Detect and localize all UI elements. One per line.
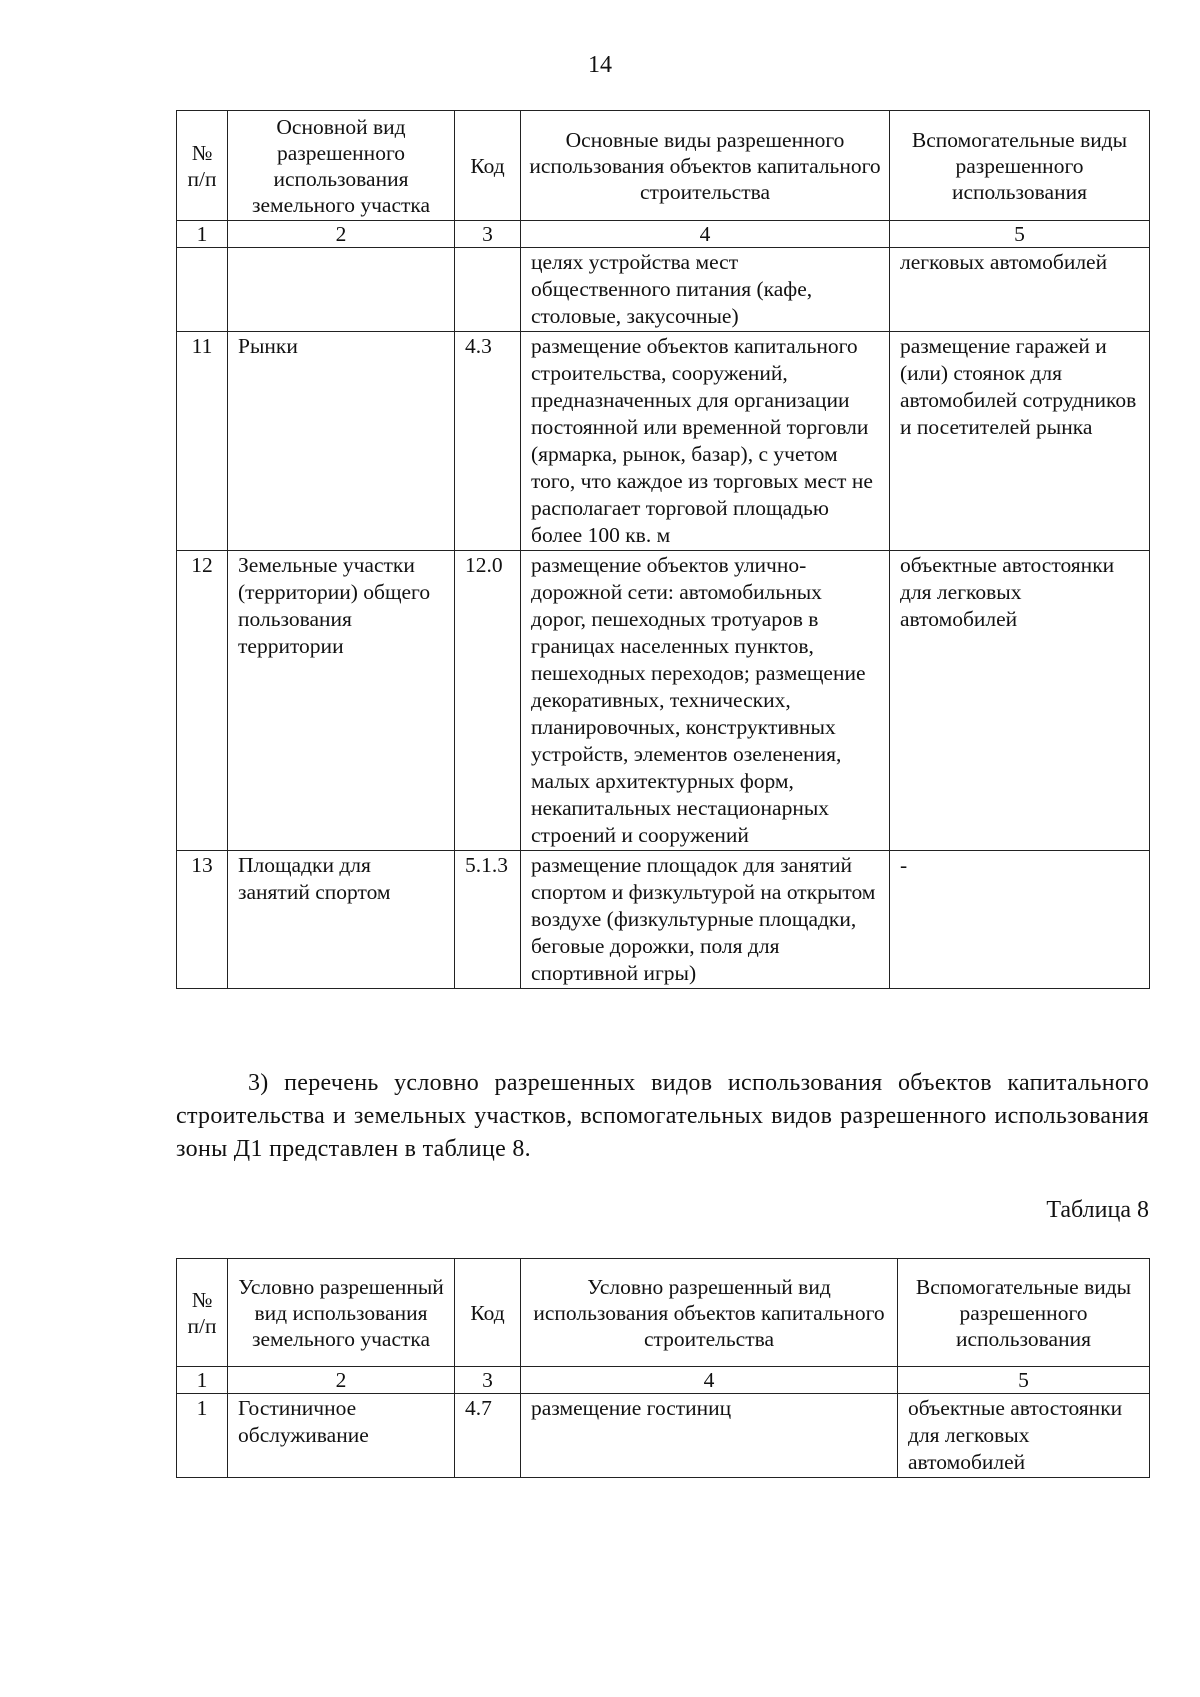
table-caption: Таблица 8 — [1046, 1197, 1149, 1223]
row-number: 11 — [177, 332, 228, 551]
use-code: 4.3 — [455, 332, 521, 551]
use-description: размещение гостиниц — [521, 1394, 898, 1478]
row-number: 1 — [177, 1394, 228, 1478]
column-number: 2 — [228, 1367, 455, 1394]
body-paragraph: 3) перечень условно разрешенных видов использования объектов капитального строительства и земельных участков, вспомогательных видов разрешенного использования зоны Д1 представлен в таблице 8. — [176, 1070, 1149, 1162]
table-row — [177, 851, 1150, 989]
column-number: 1 — [177, 221, 228, 248]
table-header-row — [177, 1259, 1150, 1367]
use-description: размещение объектов капитального строительства, сооружений, предназначенных для организации постоянной или временной торговли (ярмарка, рынок, базар), с учетом того, что каждое из торговых мест не располагает торговой площадью более 100 кв. м — [521, 332, 890, 551]
use-code: 5.1.3 — [455, 851, 521, 989]
table-row — [177, 551, 1150, 851]
use-name — [228, 248, 455, 332]
use-code: 4.7 — [455, 1394, 521, 1478]
table-row — [177, 248, 1150, 332]
use-code: 12.0 — [455, 551, 521, 851]
header-cell: Условно разрешенный вид использования земельного участка — [228, 1259, 455, 1367]
header-cell: Основные виды разрешенного использования объектов капитального строительства — [521, 111, 890, 221]
column-number: 3 — [455, 1367, 521, 1394]
column-number: 4 — [521, 1367, 898, 1394]
header-cell: Вспомогательные виды разрешенного использования — [890, 111, 1150, 221]
column-number-row — [177, 221, 1150, 248]
header-cell: Условно разрешенный вид использования объектов капитального строительства — [521, 1259, 898, 1367]
column-number: 1 — [177, 1367, 228, 1394]
row-number — [177, 248, 228, 332]
row-number: 12 — [177, 551, 228, 851]
header-cell: № п/п — [177, 1259, 228, 1367]
column-number: 4 — [521, 221, 890, 248]
use-name: Площадки для занятий спортом — [228, 851, 455, 989]
table-row — [177, 1394, 1150, 1478]
table-row — [177, 332, 1150, 551]
column-number: 5 — [898, 1367, 1150, 1394]
auxiliary-uses: объектные автостоянки для легковых автомобилей — [898, 1394, 1150, 1478]
use-code — [455, 248, 521, 332]
header-cell: Вспомогательные виды разрешенного использования — [898, 1259, 1150, 1367]
table-header-row — [177, 111, 1150, 221]
use-name: Гостиничное обслуживание — [228, 1394, 455, 1478]
use-name: Рынки — [228, 332, 455, 551]
table-main-uses — [176, 110, 1150, 989]
column-number-row — [177, 1367, 1150, 1394]
column-number: 2 — [228, 221, 455, 248]
use-name: Земельные участки (территории) общего пользования территории — [228, 551, 455, 851]
table-conditional-uses — [176, 1258, 1150, 1478]
auxiliary-uses: легковых автомобилей — [890, 248, 1150, 332]
row-number: 13 — [177, 851, 228, 989]
auxiliary-uses: размещение гаражей и (или) стоянок для автомобилей сотрудников и посетителей рынка — [890, 332, 1150, 551]
column-number: 3 — [455, 221, 521, 248]
use-description: размещение объектов улично-дорожной сети: автомобильных дорог, пешеходных тротуаров в границах населенных пунктов, пешеходных переходов; размещение декоративных, технических, планировочных, конструктивных устройств, элементов озеленения, малых архитектурных форм, некапитальных нестационарных строений и сооружений — [521, 551, 890, 851]
column-number: 5 — [890, 221, 1150, 248]
header-cell: Код — [455, 1259, 521, 1367]
header-cell: Код — [455, 111, 521, 221]
use-description: размещение площадок для занятий спортом и физкультурой на открытом воздухе (физкультурные площадки, беговые дорожки, поля для спортивной игры) — [521, 851, 890, 989]
header-cell: Основной вид разрешенного использования земельного участка — [228, 111, 455, 221]
auxiliary-uses: объектные автостоянки для легковых автомобилей — [890, 551, 1150, 851]
header-cell: № п/п — [177, 111, 228, 221]
page-number: 14 — [588, 52, 612, 78]
auxiliary-uses: - — [890, 851, 1150, 989]
use-description: целях устройства мест общественного питания (кафе, столовые, закусочные) — [521, 248, 890, 332]
